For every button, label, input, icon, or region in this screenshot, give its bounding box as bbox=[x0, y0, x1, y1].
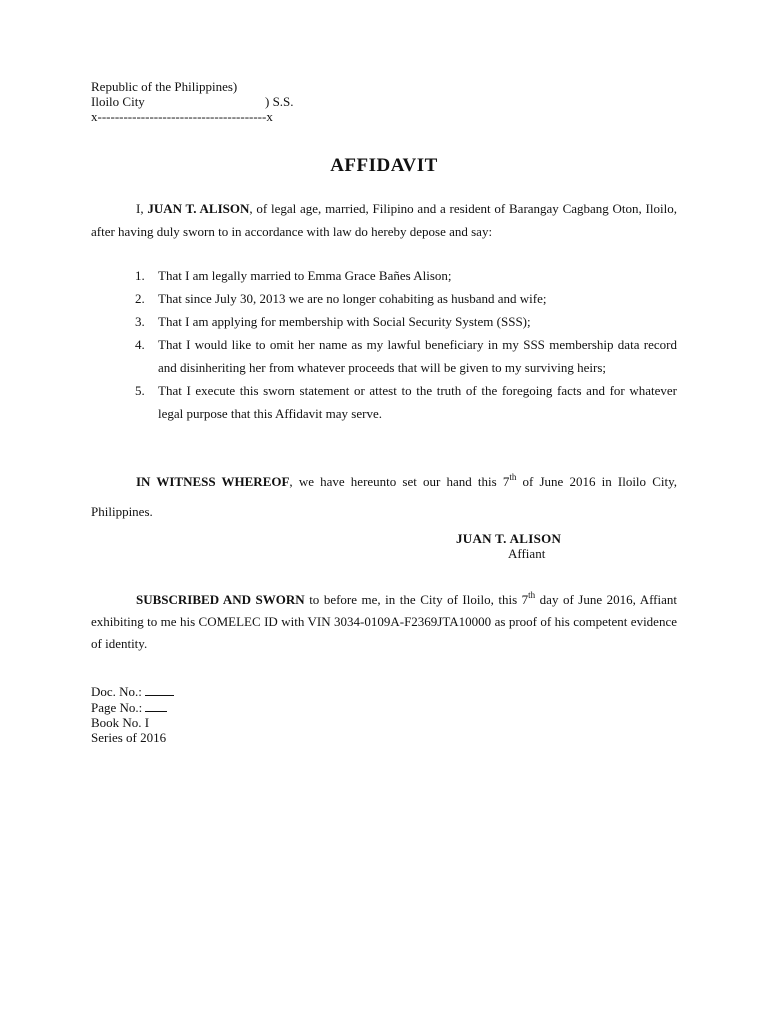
statement-text: That I am applying for membership with Social Security System (SSS); bbox=[158, 314, 531, 329]
statement-item bbox=[91, 310, 677, 333]
doc-number-row bbox=[91, 683, 174, 699]
jurat-lead: SUBSCRIBED AND SWORN bbox=[136, 592, 305, 607]
intro-paragraph bbox=[91, 197, 677, 243]
notarial-register bbox=[91, 683, 174, 745]
page-number-row bbox=[91, 699, 174, 715]
statement-item bbox=[91, 264, 677, 287]
book-number: Book No. I bbox=[91, 715, 150, 730]
series-year: Series of 2016 bbox=[91, 730, 167, 745]
affiant-name: JUAN T. ALISON bbox=[456, 531, 562, 546]
statement-item bbox=[91, 379, 677, 425]
venue-block bbox=[91, 79, 294, 124]
statement-item bbox=[91, 287, 677, 310]
statement-number: 3. bbox=[135, 314, 145, 329]
witness-lead: IN WITNESS WHEREOF bbox=[136, 474, 290, 489]
doc-number-blank bbox=[145, 683, 174, 696]
statement-item bbox=[91, 333, 677, 379]
statement-number: 4. bbox=[135, 337, 145, 352]
jurat-text-1: to before me, in the City of Iloilo, this 7 bbox=[304, 592, 529, 607]
witness-paragraph bbox=[91, 467, 677, 527]
affiant-signature-block bbox=[456, 531, 561, 561]
document-title: AFFIDAVIT bbox=[330, 155, 438, 176]
venue-city-row bbox=[91, 94, 294, 109]
venue-ss: ) S.S. bbox=[265, 94, 294, 109]
venue-divider: x---------------------------------------x bbox=[91, 109, 273, 124]
venue-country: Republic of the Philippines) bbox=[91, 79, 238, 94]
jurat-superscript: th bbox=[528, 590, 536, 600]
venue-city: Iloilo City bbox=[91, 94, 145, 109]
statement-number: 5. bbox=[135, 383, 145, 398]
statement-list bbox=[91, 264, 677, 425]
witness-text-2: of June 2016 in Iloilo City, Philippines. bbox=[91, 474, 677, 519]
affiant-role: Affiant bbox=[508, 546, 546, 561]
statement-text: That I execute this sworn statement or attest to the truth of the foregoing facts and for whatever legal purpose that this Affidavit may serve. bbox=[158, 383, 677, 421]
statement-number: 2. bbox=[135, 291, 145, 306]
jurat-text-2: day of June 2016, Affiant exhibiting to me his COMELEC ID with VIN 3034-0109A-F2369JTA10000 as proof of his competent evidence of identity. bbox=[91, 592, 677, 651]
statement-text: That I would like to omit her name as my lawful beneficiary in my SSS membership data record and disinheriting her from whatever proceeds that will be given to my surviving heirs; bbox=[158, 337, 677, 375]
doc-number-label: Doc. No.: bbox=[91, 684, 142, 699]
statement-text: That I am legally married to Emma Grace Bañes Alison; bbox=[158, 268, 452, 283]
intro-prefix: I, bbox=[136, 201, 148, 216]
intro-text: , of legal age, married, Filipino and a resident of Barangay Cagbang Oton, Iloilo, after having duly sworn to in accordance with law do hereby depose and say: bbox=[91, 201, 677, 239]
page-number-blank bbox=[145, 699, 167, 712]
witness-text-1: , we have hereunto set our hand this 7 bbox=[289, 474, 510, 489]
statement-number: 1. bbox=[135, 268, 145, 283]
witness-superscript: th bbox=[509, 472, 517, 482]
intro-name: JUAN T. ALISON bbox=[147, 201, 250, 216]
page-number-label: Page No.: bbox=[91, 700, 143, 715]
jurat-paragraph bbox=[91, 589, 677, 655]
statement-text: That since July 30, 2013 we are no longer cohabiting as husband and wife; bbox=[158, 291, 547, 306]
